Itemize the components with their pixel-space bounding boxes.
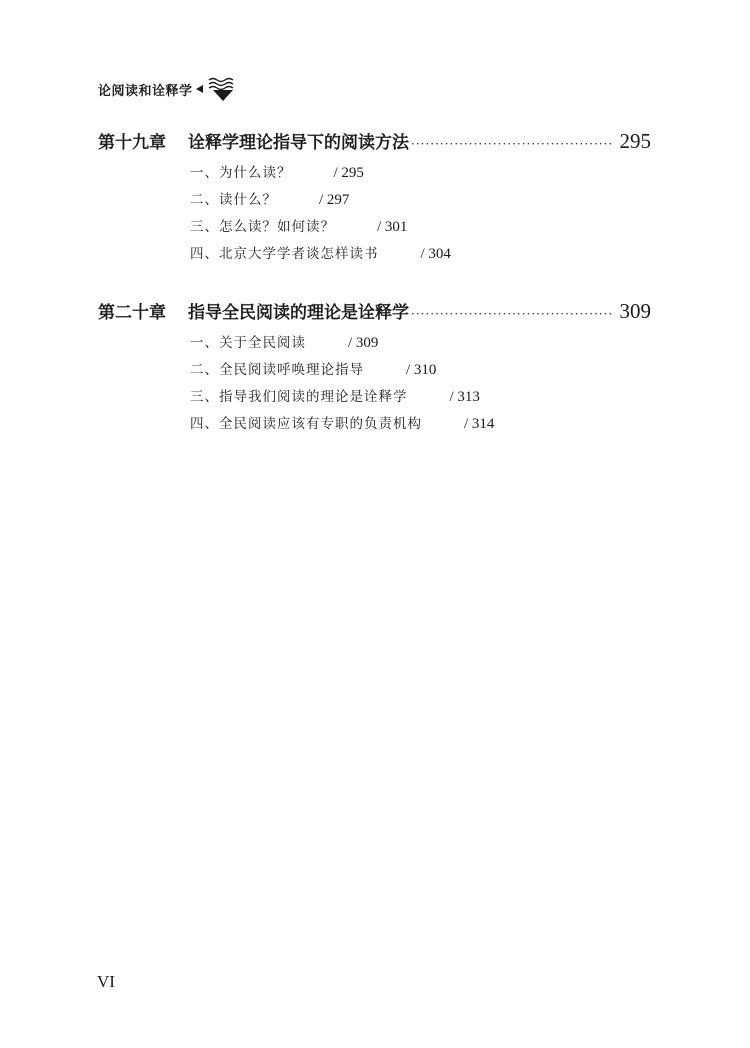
section-page: / 310 bbox=[406, 362, 437, 378]
chapter-number: 第二十章 bbox=[98, 303, 166, 323]
chapter-title: 诠释学理论指导下的阅读方法 bbox=[188, 133, 409, 153]
page-number: VI bbox=[97, 972, 115, 991]
chapter-20 bbox=[98, 298, 651, 438]
toc-entry[interactable] bbox=[190, 330, 651, 357]
chapter-heading[interactable] bbox=[98, 298, 651, 326]
section-page: / 301 bbox=[377, 219, 408, 235]
section-page: / 313 bbox=[449, 389, 480, 405]
section-title: 二、读什么？ bbox=[190, 192, 277, 208]
section-title: 三、指导我们阅读的理论是诠释学 bbox=[190, 389, 408, 405]
section-page: / 297 bbox=[319, 192, 350, 208]
chapter-heading[interactable] bbox=[98, 128, 651, 156]
section-page: / 304 bbox=[420, 246, 451, 262]
toc-entry[interactable] bbox=[190, 357, 651, 384]
section-page: / 309 bbox=[348, 335, 379, 351]
section-title: 二、全民阅读呼唤理论指导 bbox=[190, 362, 364, 378]
triangle-marker-icon bbox=[196, 85, 203, 93]
chapter-title: 指导全民阅读的理论是诠释学 bbox=[188, 303, 409, 323]
toc-entry[interactable] bbox=[190, 214, 651, 241]
chapter-number: 第十九章 bbox=[98, 133, 166, 153]
section-title: 一、关于全民阅读 bbox=[190, 335, 306, 351]
toc-entry[interactable] bbox=[190, 384, 651, 411]
toc-entry[interactable] bbox=[190, 241, 651, 268]
chapter-page-number: 309 bbox=[619, 299, 651, 323]
section-title: 三、怎么读？如何读？ bbox=[190, 219, 335, 235]
section-page: / 295 bbox=[333, 165, 364, 181]
section-title: 四、全民阅读应该有专职的负责机构 bbox=[190, 416, 422, 432]
chapter-page-number: 295 bbox=[619, 129, 651, 153]
running-title: 论阅读和诠释学 bbox=[98, 83, 193, 99]
section-page: / 314 bbox=[464, 416, 495, 432]
wave-logo-icon bbox=[207, 76, 237, 102]
dot-leader bbox=[411, 307, 614, 321]
chapter-19 bbox=[98, 128, 651, 268]
running-header bbox=[98, 76, 237, 102]
toc-entry[interactable] bbox=[190, 411, 651, 438]
toc-entry[interactable] bbox=[190, 187, 651, 214]
toc-entry[interactable] bbox=[190, 160, 651, 187]
section-title: 一、为什么读？ bbox=[190, 165, 292, 181]
section-list bbox=[98, 160, 651, 268]
section-title: 四、北京大学学者谈怎样读书 bbox=[190, 246, 379, 262]
section-list bbox=[98, 330, 651, 438]
dot-leader bbox=[411, 137, 614, 151]
